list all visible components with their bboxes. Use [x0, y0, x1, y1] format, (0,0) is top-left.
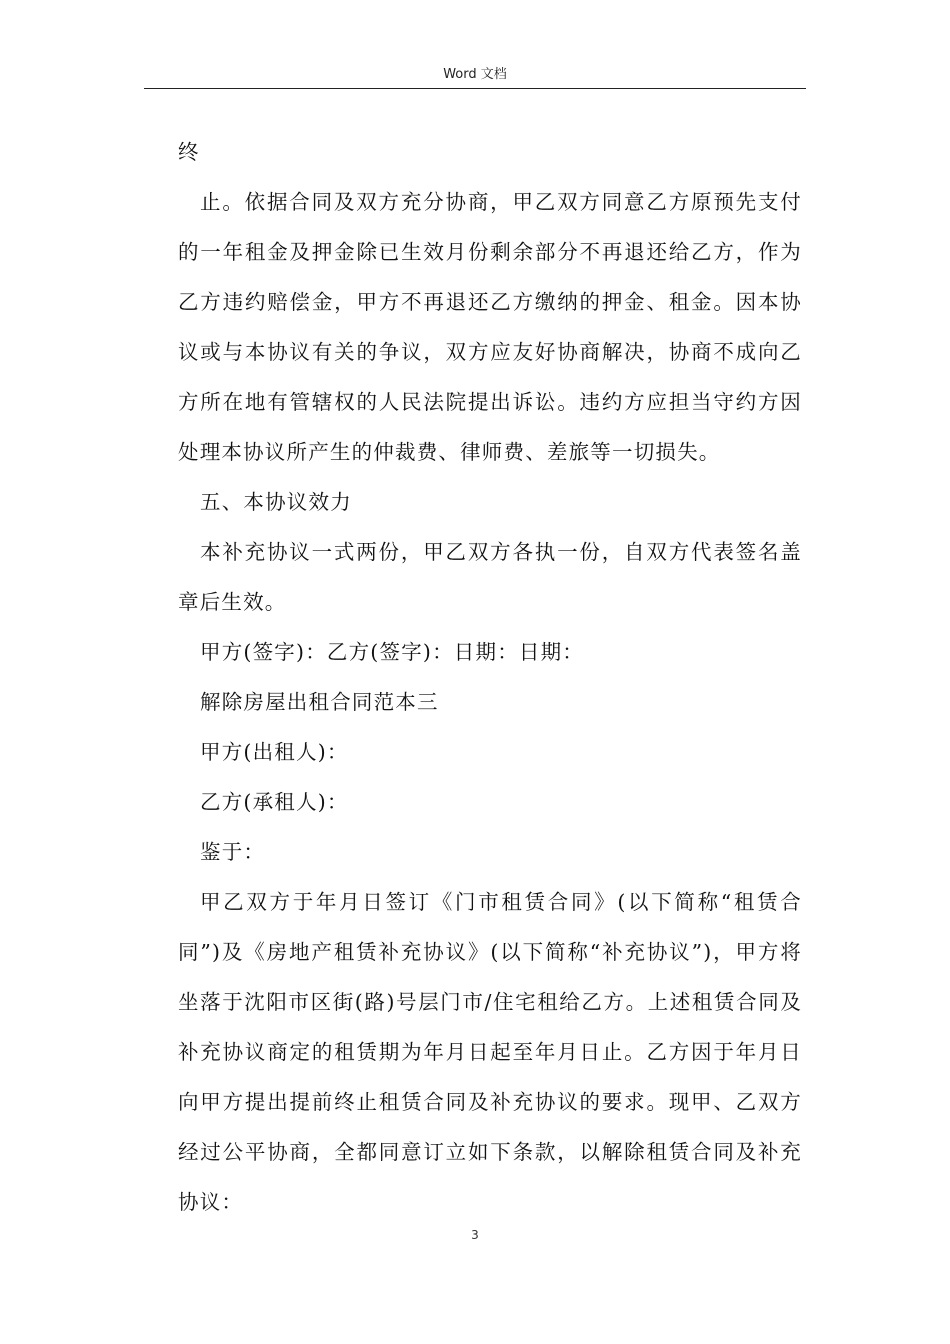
signature-line: 甲方(签字)：乙方(签字)：日期：日期：	[200, 640, 584, 664]
paragraph-termination-clause: 止。依据合同及双方充分协商，甲乙双方同意乙方原预先支付的一年租金及押金除已生效月份剩余部分不再退还给乙方，作为乙方违约赔偿金，甲方不再退还乙方缴纳的押金、租金。因本协议或与本协议有关的争议，双方应友好协商解决，协商不成向乙方所在地有管辖权的人民法院提出诉讼。违约方应担当守约方因处理本协议所产生的仲裁费、律师费、差旅等一切损失。	[178, 190, 802, 464]
paragraph-effect-clause: 本补充协议一式两份，甲乙双方各执一份，自双方代表签名盖章后生效。	[178, 540, 802, 614]
paragraph-background: 甲乙双方于年月日签订《门市租赁合同》(以下简称“租赁合同”)及《房地产租赁补充协议》(以下简称“补充协议”)，甲方将坐落于沈阳市区街(路)号层门市/住宅租给乙方。上述租赁合同及补充协议商定的租赁期为年月日起至年月日止。乙方因于年月日向甲方提出提前终止租赁合同及补充协议的要求。现甲、乙双方经过公平协商，全都同意订立如下条款，以解除租赁合同及补充协议：	[178, 890, 802, 1214]
party-b-line: 乙方(承租人)：	[200, 790, 349, 814]
page-number: 3	[471, 1228, 479, 1242]
page-header	[144, 62, 806, 89]
whereas-line: 鉴于：	[200, 840, 266, 864]
header-title: Word 文档	[443, 67, 507, 82]
party-a-line: 甲方(出租人)：	[200, 740, 349, 764]
section-heading-effect: 五、本协议效力	[200, 490, 352, 514]
document-body	[178, 127, 802, 1227]
paragraph-continuation-start: 终	[178, 140, 200, 164]
template-title: 解除房屋出租合同范本三	[200, 690, 439, 714]
